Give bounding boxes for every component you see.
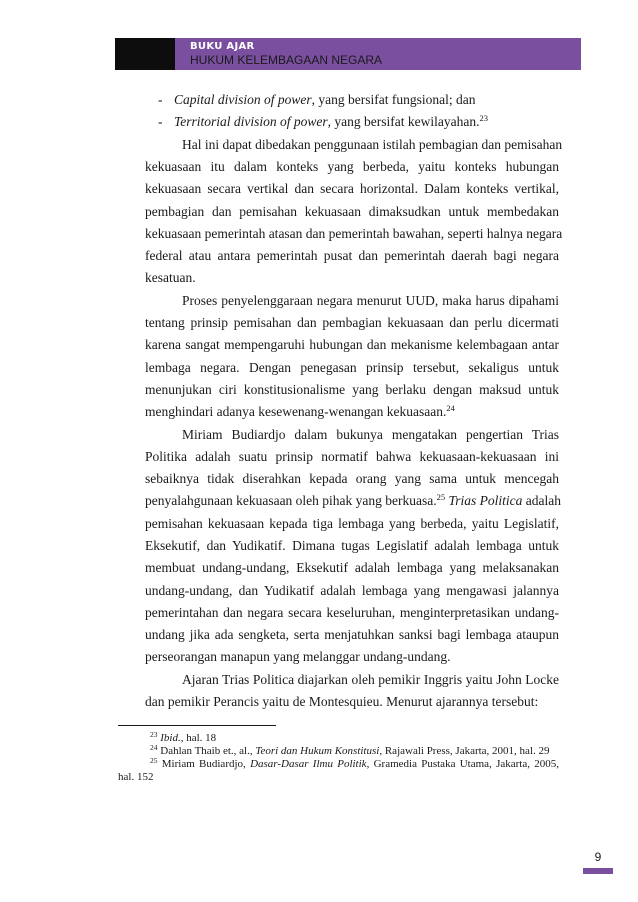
paragraph-line: Proses penyelenggaraan negara menurut UUD, maka harus dipahami: [182, 293, 559, 308]
footnote-number: 25: [150, 756, 158, 765]
paragraph-line: pemerintahan dan negara secara keseluruhan, menginterpretasikan undang-: [145, 605, 559, 620]
footnote-23: [150, 732, 216, 745]
footnote-24: [150, 745, 550, 758]
paragraph-line: tentang prinsip pemisahan dan pembagian kekuasaan dan perlu dicermati: [145, 315, 559, 330]
paragraph-line: kekuasaan secara vertikal dan secara horizontal. Dalam konteks vertikal,: [145, 181, 559, 196]
paragraph-term: Trias Politica: [448, 493, 523, 508]
paragraph-line: kesatuan.: [145, 270, 196, 285]
bullet-dash: -: [158, 92, 163, 107]
paragraph-line: membuat undang-undang, Eksekutif adalah lembaga yang melaksanakan: [145, 560, 559, 575]
book-subtitle: HUKUM KELEMBAGAAN NEGARA: [190, 53, 383, 67]
paragraph-line: menunjukan ciri konstitusionalisme yang berlaku dengan maksud untuk: [145, 382, 559, 397]
paragraph-line: Miriam Budiardjo dalam bukunya mengatakan pengertian Trias: [182, 427, 559, 442]
footnote-25-continuation: hal. 152: [118, 771, 154, 783]
paragraph-line: karena sangat mempengaruhi hubungan dan mekanisme kelembagaan antar: [145, 337, 559, 352]
bullet-capital-division: [158, 92, 475, 108]
bullet-text: , yang bersifat kewilayahan.: [327, 114, 480, 129]
paragraph-line: kekuasaan itu dalam konteks yang berbeda, yaitu konteks hubungan: [145, 159, 559, 174]
paragraph-line: pemisahan kekuasaan kepada tiga lembaga yang berbeda, yaitu Legislatif,: [145, 516, 559, 531]
footnote-term: Ibid.: [160, 732, 181, 744]
paragraph-line: Politika adalah suatu prinsip normatif bahwa kekuasaan-kekuasaan ini: [145, 449, 559, 464]
footnote-ref-24: 24: [446, 403, 455, 413]
paragraph-text: adalah: [522, 493, 562, 508]
footnote-text: Miriam Budiardjo,: [157, 758, 251, 770]
paragraph-line: Eksekutif, dan Yudikatif. Dimana tugas Legislatif adalah lembaga untuk: [145, 538, 559, 553]
paragraph-line: Ajaran Trias Politica diajarkan oleh pemikir Inggris yaitu John Locke: [182, 672, 559, 687]
bullet-dash: -: [158, 114, 163, 129]
paragraph-line: pembagian dan pemisahan kekuasaan dimaksudkan untuk membedakan: [145, 204, 559, 219]
footnote-text: , Gramedia Pustaka Utama, Jakarta, 2005,: [366, 758, 559, 770]
bullet-term: Territorial division of power: [174, 114, 328, 129]
paragraph-text: menghindari adanya kesewenang-wenangan kekuasaan.: [145, 404, 447, 419]
paragraph-line: [145, 492, 562, 509]
paragraph-line: federal atau antara pemerintah pusat dan pemerintah daerah bagi negara: [145, 248, 559, 263]
paragraph-line: Hal ini dapat dibedakan penggunaan istilah pembagian dan pemisahan: [182, 137, 563, 152]
footnote-text: Dahlan Thaib et., al.,: [160, 745, 256, 757]
page-number-bar: [583, 868, 613, 874]
footnote-separator: [118, 725, 276, 726]
footnote-term: Teori dan Hukum Konstitusi: [255, 745, 380, 757]
footnote-text: , Rajawali Press, Jakarta, 2001, hal. 29: [379, 745, 550, 757]
footnote-ref-25: 25: [436, 492, 446, 502]
paragraph-line: sebaiknya tidak diserahkan kepada orang yang sama untuk mencegah: [145, 471, 559, 486]
header-black-block: [115, 38, 175, 70]
footnote-text: , hal. 18: [180, 732, 217, 744]
book-title: BUKU AJAR: [190, 41, 255, 52]
bullet-territorial-division: [158, 114, 488, 130]
paragraph-line: undang jika ada sengketa, serta menjatuhkan sanksi bagi lembaga ataupun: [145, 627, 559, 642]
paragraph-line: undang-undang, dan Yudikatif adalah lembaga yang mengawasi jalannya: [145, 583, 559, 598]
footnote-number: 24: [150, 743, 158, 752]
footnote-number: 23: [150, 730, 158, 739]
paragraph-line: kekuasaan pemerintah atasan dan pemerintah bawahan, seperti halnya negara: [145, 226, 563, 241]
paragraph-line: perseorangan manapun yang melanggar undang-undang.: [145, 649, 451, 664]
paragraph-line: [145, 404, 559, 420]
paragraph-line: dan pemikir Perancis yaitu de Montesquieu. Menurut ajarannya tersebut:: [145, 694, 539, 709]
bullet-term: Capital division of power: [174, 92, 312, 107]
page-number: 9: [594, 850, 602, 864]
footnote-ref-23: 23: [479, 113, 488, 123]
paragraph-text: penyalahgunaan kekuasaan oleh pihak yang berkuasa.: [145, 493, 437, 508]
footnote-term: Dasar-Dasar Ilmu Politik: [250, 758, 367, 770]
bullet-text: , yang bersifat fungsional; dan: [311, 92, 476, 107]
footnote-25: [150, 758, 559, 771]
paragraph-line: lembaga negara. Dengan penegasan prinsip tersebut, sekaligus untuk: [145, 360, 559, 375]
